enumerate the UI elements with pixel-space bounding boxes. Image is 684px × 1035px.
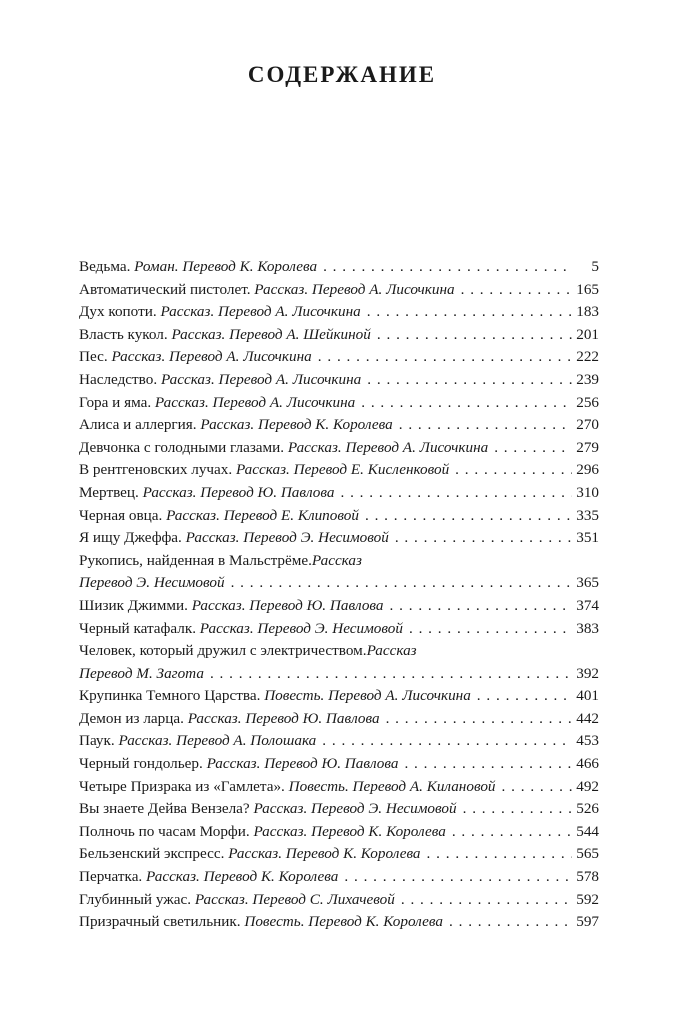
toc-entry bbox=[79, 505, 599, 528]
entry-title: Алиса и аллергия. bbox=[79, 416, 197, 434]
toc-entry bbox=[79, 866, 599, 889]
entry-page-number: 578 bbox=[576, 868, 599, 886]
entry-title: Власть кукол. bbox=[79, 325, 168, 343]
entry-title: Ведьма. bbox=[79, 258, 131, 275]
entry-description: Рассказ. Перевод К. Королева bbox=[253, 822, 446, 840]
entry-description: Рассказ. Перевод К. Королева bbox=[200, 416, 393, 434]
dot-leader bbox=[395, 527, 572, 550]
page-title: СОДЕРЖАНИЕ bbox=[247, 62, 437, 87]
entry-page-number: 453 bbox=[576, 732, 599, 750]
toc-entry bbox=[79, 685, 599, 708]
entry-title: Пес. bbox=[79, 348, 108, 366]
dot-leader bbox=[455, 459, 572, 482]
entry-description: Рассказ. Перевод А. Шейкиной bbox=[171, 325, 371, 343]
toc-entry bbox=[79, 595, 599, 618]
entry-title: Шизик Джимми. bbox=[79, 596, 188, 614]
entry-title: Девчонка с голодными глазами. bbox=[79, 438, 285, 456]
dot-leader bbox=[210, 663, 572, 686]
entry-title: В рентгеновских лучах. bbox=[79, 461, 233, 479]
toc-entry bbox=[79, 324, 599, 347]
dot-leader bbox=[340, 482, 572, 505]
entry-page-number: 310 bbox=[576, 483, 599, 501]
entry-description: Повесть. Перевод К. Королева bbox=[244, 913, 444, 931]
dot-leader bbox=[386, 708, 573, 731]
dot-leader bbox=[461, 279, 573, 302]
dot-leader bbox=[449, 911, 572, 934]
entry-description: Рассказ. Перевод Э. Несимовой bbox=[253, 800, 457, 818]
entry-title: Полночь по часам Морфи. bbox=[79, 822, 250, 840]
entry-title: Я ищу Джеффа. bbox=[79, 529, 182, 547]
toc-entry bbox=[79, 301, 599, 324]
entry-title: Наследство. bbox=[79, 370, 158, 388]
entry-description: Рассказ bbox=[311, 551, 362, 569]
entry-title: Вы знаете Дейва Вензела? bbox=[79, 800, 250, 818]
entry-title: Гора и яма. bbox=[79, 393, 152, 411]
entry-page-number: 544 bbox=[576, 822, 599, 840]
entry-page-number: 165 bbox=[576, 280, 599, 298]
toc-entry bbox=[79, 618, 599, 641]
toc-entry bbox=[79, 708, 599, 731]
toc-entry bbox=[79, 889, 599, 912]
entry-page-number: 335 bbox=[576, 506, 599, 524]
toc-entry bbox=[79, 346, 599, 369]
entry-page-number: 296 bbox=[576, 461, 599, 479]
entry-description: Рассказ. Перевод А. Лисочкина bbox=[154, 393, 356, 411]
entry-description: Рассказ. Перевод Ю. Павлова bbox=[206, 755, 399, 773]
entry-page-number: 392 bbox=[576, 664, 599, 682]
entry-title: Четыре Призрака из «Гамлета». bbox=[79, 777, 285, 795]
entry-page-number: 183 bbox=[576, 303, 599, 321]
dot-leader bbox=[318, 346, 572, 369]
entry-page-number: 401 bbox=[576, 687, 599, 705]
entry-title: Черный катафалк. bbox=[79, 619, 196, 637]
entry-description: Рассказ. Перевод А. Лисочкина bbox=[160, 370, 362, 388]
dot-leader bbox=[390, 595, 573, 618]
entry-description: Рассказ. Перевод Ю. Павлова bbox=[187, 709, 380, 727]
toc-entry bbox=[79, 527, 599, 550]
entry-title: Глубинный ужас. bbox=[79, 890, 192, 908]
dot-leader bbox=[231, 572, 573, 595]
entry-page-number: 492 bbox=[576, 777, 599, 795]
dot-leader bbox=[502, 776, 573, 799]
entry-title: Автоматический пистолет. bbox=[79, 280, 251, 298]
entry-title: Крупинка Темного Царства. bbox=[79, 687, 261, 705]
dot-leader bbox=[365, 505, 572, 528]
entry-title: Бельзенский экспресс. bbox=[79, 845, 225, 863]
dot-leader bbox=[323, 256, 573, 279]
entry-description: Рассказ. Перевод К. Королева bbox=[228, 845, 421, 863]
dot-leader bbox=[409, 618, 572, 641]
entry-description: Повесть. Перевод А. Лисочкина bbox=[264, 687, 471, 705]
entry-page-number: 239 bbox=[576, 370, 599, 388]
dot-leader bbox=[361, 392, 572, 415]
dot-leader bbox=[463, 798, 573, 821]
entry-description: Рассказ. Перевод А. Лисочкина bbox=[160, 303, 361, 321]
entry-description: Рассказ. Перевод А. Лисочкина bbox=[254, 280, 455, 298]
dot-leader bbox=[401, 889, 572, 912]
toc-entry bbox=[79, 550, 599, 595]
entry-page-number: 222 bbox=[576, 348, 599, 366]
entry-page-number: 597 bbox=[576, 913, 599, 931]
entry-page-number: 5 bbox=[591, 258, 599, 275]
toc-entry bbox=[79, 279, 599, 302]
entry-title: Демон из ларца. bbox=[79, 709, 184, 727]
toc-entry bbox=[79, 392, 599, 415]
dot-leader bbox=[477, 685, 572, 708]
entry-description: Рассказ bbox=[366, 642, 417, 660]
entry-page-number: 365 bbox=[576, 574, 599, 592]
entry-page-number: 256 bbox=[576, 393, 599, 411]
entry-description: Рассказ. Перевод Ю. Павлова bbox=[142, 483, 335, 501]
toc-entry bbox=[79, 482, 599, 505]
entry-page-number: 383 bbox=[576, 619, 599, 637]
entry-page-number: 565 bbox=[576, 845, 599, 863]
toc-entry bbox=[79, 798, 599, 821]
entry-description: Рассказ. Перевод Э. Несимовой bbox=[185, 529, 389, 547]
entry-description: Рассказ. Перевод А. Лисочкина bbox=[111, 348, 312, 366]
toc-entry bbox=[79, 776, 599, 799]
entry-description: Повесть. Перевод А. Килановой bbox=[288, 777, 496, 795]
entry-description: Рассказ. Перевод Ю. Павлова bbox=[191, 596, 384, 614]
dot-leader bbox=[427, 843, 573, 866]
toc-entry-line1 bbox=[79, 550, 599, 573]
entry-translator: Перевод Э. Несимовой bbox=[79, 574, 225, 592]
entry-page-number: 270 bbox=[576, 416, 599, 434]
entry-page-number: 592 bbox=[576, 890, 599, 908]
entry-title: Человек, который дружил с электричеством. bbox=[79, 642, 367, 660]
toc-entry bbox=[79, 821, 599, 844]
entry-description: Рассказ. Перевод А. Лисочкина bbox=[287, 438, 489, 456]
toc-entry bbox=[79, 753, 599, 776]
dot-leader bbox=[367, 369, 572, 392]
toc-entry bbox=[79, 369, 599, 392]
entry-page-number: 466 bbox=[576, 755, 599, 773]
entry-translator: Перевод М. Загота bbox=[79, 664, 204, 682]
entry-page-number: 351 bbox=[576, 529, 599, 547]
toc-entry-line2 bbox=[79, 572, 599, 595]
entry-description: Рассказ. Перевод Э. Несимовой bbox=[199, 619, 403, 637]
entry-title: Перчатка. bbox=[79, 868, 143, 886]
toc-entry bbox=[79, 843, 599, 866]
toc-entry bbox=[79, 911, 599, 934]
toc-entry bbox=[79, 459, 599, 482]
entry-description: Рассказ. Перевод К. Королева bbox=[146, 868, 339, 886]
dot-leader bbox=[322, 730, 572, 753]
entry-title: Дух копоти. bbox=[79, 303, 157, 321]
entry-page-number: 201 bbox=[576, 325, 599, 343]
toc-entry bbox=[79, 730, 599, 753]
dot-leader bbox=[404, 753, 572, 776]
entry-title: Призрачный светильник. bbox=[79, 913, 241, 931]
dot-leader bbox=[399, 414, 573, 437]
dot-leader bbox=[377, 324, 572, 347]
entry-title: Мертвец. bbox=[79, 483, 139, 501]
entry-description: Рассказ. Перевод Е. Кисленковой bbox=[235, 461, 450, 479]
entry-description: Роман. Перевод К. Королева bbox=[134, 258, 318, 275]
entry-description: Рассказ. Перевод Е. Клиповой bbox=[166, 506, 359, 524]
entry-page-number: 526 bbox=[576, 800, 599, 818]
entry-description: Рассказ. Перевод С. Лихачевой bbox=[194, 890, 395, 908]
toc-entry bbox=[79, 437, 599, 460]
dot-leader bbox=[367, 301, 572, 324]
entry-title: Паук. bbox=[79, 732, 115, 750]
dot-leader bbox=[344, 866, 572, 889]
entry-title: Черный гондольер. bbox=[79, 755, 203, 773]
dot-leader bbox=[452, 821, 572, 844]
entry-title: Черная овца. bbox=[79, 506, 163, 524]
toc-entry bbox=[79, 256, 599, 279]
toc-entry bbox=[79, 414, 599, 437]
toc-entry-line1 bbox=[79, 640, 599, 663]
entry-page-number: 279 bbox=[576, 438, 599, 456]
toc-entry-line2 bbox=[79, 663, 599, 686]
dot-leader bbox=[494, 437, 572, 460]
table-of-contents bbox=[79, 256, 599, 934]
toc-entry bbox=[79, 640, 599, 685]
entry-title: Рукопись, найденная в Мальстрёме. bbox=[79, 551, 312, 569]
entry-description: Рассказ. Перевод А. Полошака bbox=[118, 732, 317, 750]
entry-page-number: 442 bbox=[576, 709, 599, 727]
entry-page-number: 374 bbox=[576, 596, 599, 614]
